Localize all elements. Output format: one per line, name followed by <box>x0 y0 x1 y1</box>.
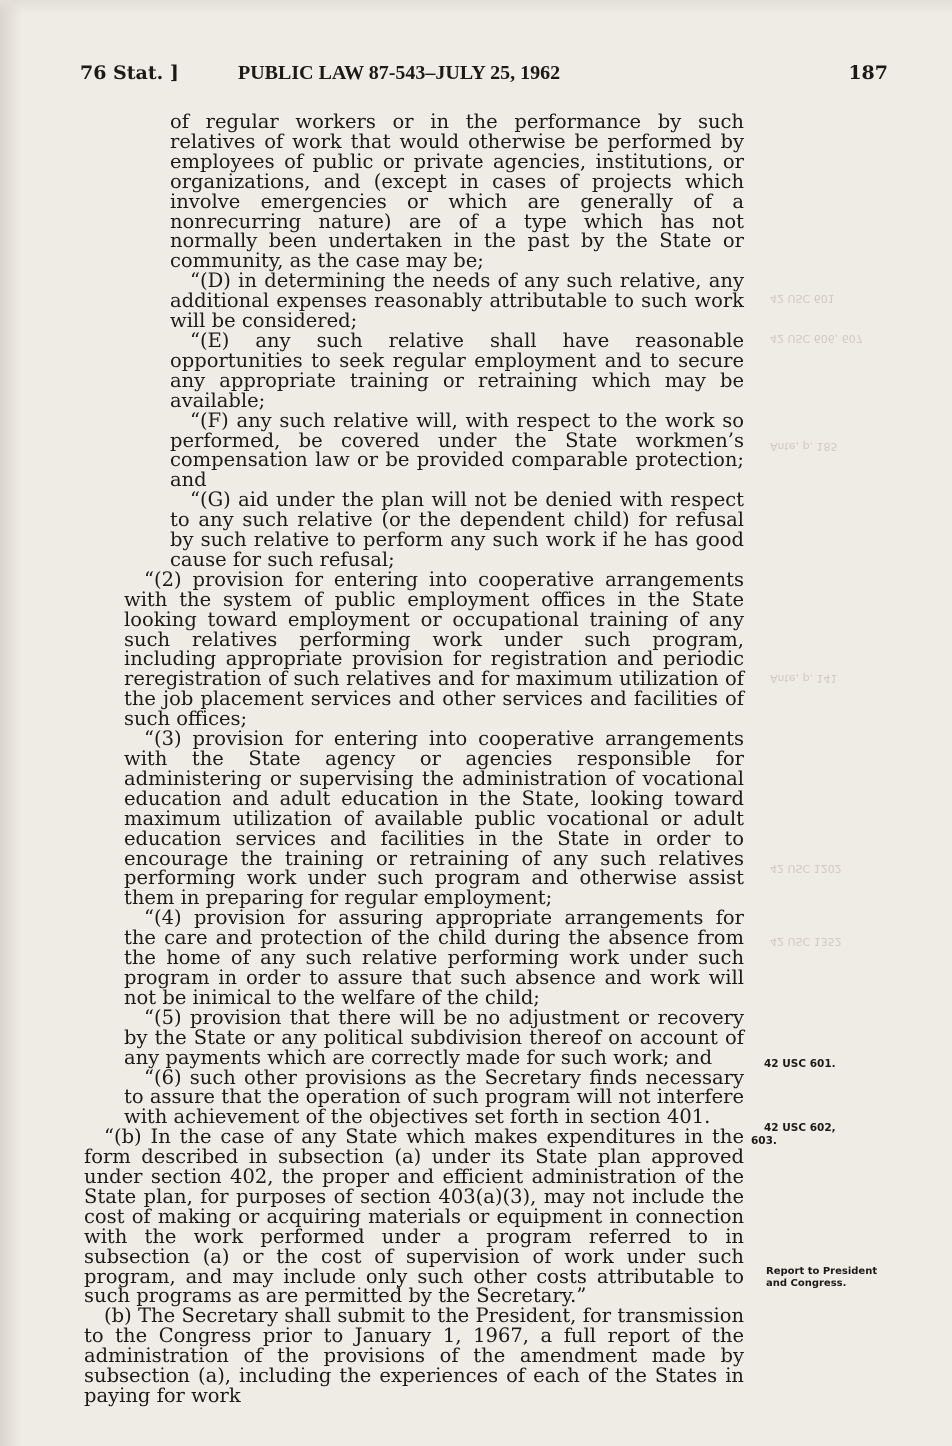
page-header <box>80 62 888 88</box>
clause-e: “(E) any such relative shall have reasonable opportunities to seek regular employment and to secure any appropriate training or retraining which may be available; <box>170 328 744 412</box>
statute-reference: 76 Stat. ] <box>80 62 179 84</box>
clause-g: “(G) aid under the plan will not be denied with respect to any such relative (or the dependent child) for refusal by such relative to perform any such work if he has good cause for such refusal; <box>170 488 744 571</box>
margin-note-report: Report to President and Congress. <box>766 1266 878 1289</box>
bleed-through-note: 42 USC 606, 607 <box>770 332 863 345</box>
provision-4: “(4) provision for assuring appropriate arrangements for the care and protection of the child during the absence from the home of any such relative performing work under such program in order to assure that such absence and work will not be inimical to the welfare of the child; <box>124 906 744 1009</box>
provision-6: “(6) such other provisions as the Secretary finds necessary to assure that the operation of such program will not interfere with achievement of the objectives set forth in section 401. <box>124 1065 744 1129</box>
paragraph-continued: of regular workers or in the performance by such relatives of work that would otherwise be performed by employees of public or private agencies, institutions, or organizations, and (except in cases of projects which involve emergencies or which are generally of a nonrecurring nature) are of a type which has not normally been undertaken in the past by the State or community, as the case may be; <box>170 110 744 273</box>
bleed-through-note: 42 USC 1352 <box>770 935 842 948</box>
bleed-through-note: Ante, p. 141 <box>770 672 838 685</box>
scan-top-shadow <box>0 0 952 14</box>
bleed-through-note: Ante, p. 185 <box>770 440 838 453</box>
scan-edge-shadow <box>0 0 22 1446</box>
page-title: PUBLIC LAW 87-543–JULY 25, 1962 <box>238 62 561 84</box>
clause-d: “(D) in determining the needs of any such relative, any additional expenses reasonably attributable to such work will be considered; <box>170 269 744 333</box>
provision-3: “(3) provision for entering into cooperative arrangements with the State agency or agencies responsible for administering or supervising the administration of vocational education and adult education in the State, looking toward maximum utilization of available public vocational or adult education services and facilities in the State in order to encourage the training or retraining of any such relatives performing work under such program and otherwise assist them in preparing for regular employment; <box>124 727 744 910</box>
provision-5: “(5) provision that there will be no adjustment or recovery by the State or any political subdivision thereof on account of any payments which are correctly made for such work; and <box>124 1005 744 1069</box>
margin-note-42-usc-602: 42 USC 602, 603. <box>751 1122 836 1147</box>
subsection-b: “(b) In the case of any State which makes expenditures in the form described in subsection (a) under its State plan approved under section 402, the proper and efficient administration of the State plan, for purposes of section 403(a)(3), may not include the cost of making or acquiring materials or equipment in connection with the work performed under a program referred to in subsection (a) or the cost of supervision of work under such program, and may include only such other costs attributable to such programs as are permitted by the Secretary.” <box>84 1125 744 1308</box>
clause-f: “(F) any such relative will, with respect to the work so performed, be covered under the State workmen’s compensation law or be provided comparable protection; and <box>170 408 744 492</box>
page-number: 187 <box>848 62 888 84</box>
section-b-report: (b) The Secretary shall submit to the President, for transmission to the Congress prior to January 1, 1967, a full report of the administration of the provisions of the amendment made by subsection (a), including the experiences of each of the States in paying for work <box>84 1304 744 1407</box>
provision-2: “(2) provision for entering into cooperative arrangements with the system of public employment offices in the State looking toward employment or occupational training of any such relatives performing work under such program, including appropriate provision for registration and periodic reregistration of such relatives and for maximum utilization of the job placement services and other services and facilities of such offices; <box>124 567 744 731</box>
bleed-through-note: 42 USC 1202 <box>770 862 842 875</box>
margin-note-42-usc-601: 42 USC 601. <box>764 1058 836 1070</box>
statute-body <box>84 112 744 1406</box>
bleed-through-note: 42 USC 601 <box>770 292 835 305</box>
